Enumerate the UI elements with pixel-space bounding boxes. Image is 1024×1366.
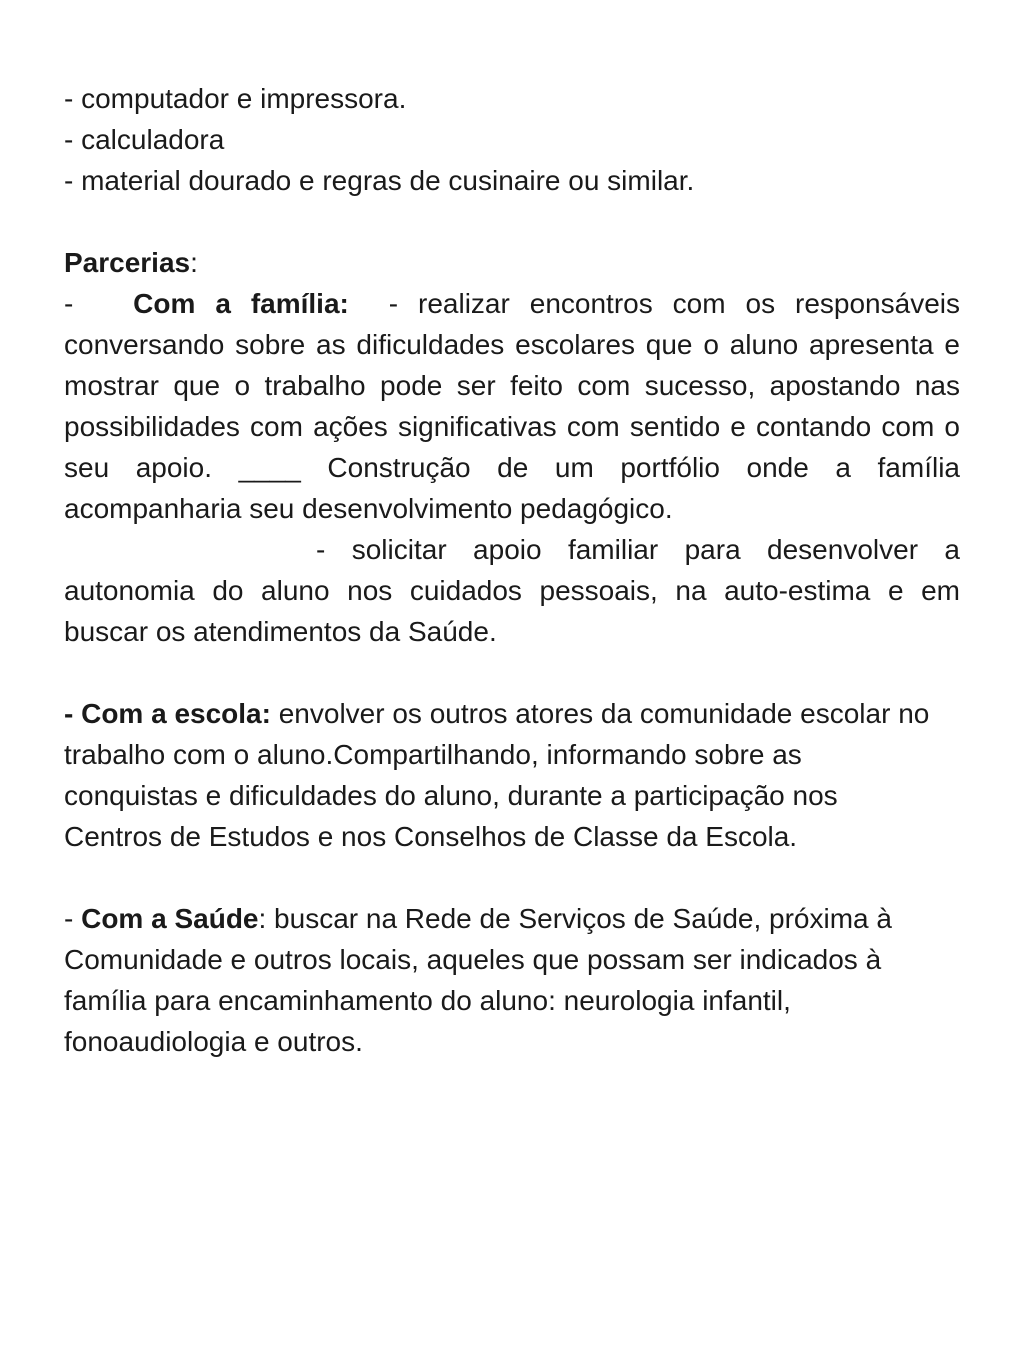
material-item-calculator: - calculadora [64, 124, 225, 155]
paragraph-saude [64, 898, 960, 1062]
escola-label: - Com a escola: [64, 698, 271, 729]
saude-text: : buscar na Rede de Serviços de Saúde, próxima à Comunidade e outros locais, aqueles que possam ser indicados à família para encaminhamento do aluno: neurologia infantil, fonoaudiologia e outros. [64, 903, 892, 1057]
saude-label: Com a Saúde [81, 903, 259, 934]
familia-text-1: - realizar encontros com os responsáveis conversando sobre as dificuldades escolares que o aluno apresenta e mostrar que o trabalho pode ser feito com sucesso, apostando nas possibilidades com ações significativas com sentido e contando com o seu apoio. ____ Construção de um portfólio onde a família acompanharia seu desenvolvimento pedagógico. [64, 288, 960, 524]
spacer [64, 857, 960, 898]
spacer [64, 652, 960, 693]
material-item-computer: - computador e impressora. [64, 83, 407, 114]
paragraph-escola [64, 693, 960, 857]
spacer [64, 201, 960, 242]
paragraph-familia [64, 283, 960, 529]
material-item-golden-material: - material dourado e regras de cusinaire ou similar. [64, 165, 695, 196]
parcerias-heading-colon: : [190, 247, 198, 278]
parcerias-heading-label: Parcerias [64, 247, 191, 278]
familia-text-2: - solicitar apoio familiar para desenvolver a autonomia do aluno nos cuidados pessoais, na auto-estima e em buscar os atendimentos da Saúde. [64, 534, 960, 647]
familia-label: Com a família: [133, 288, 349, 319]
escola-text: envolver os outros atores da comunidade escolar no trabalho com o aluno.Compartilhando, informando sobre as conquistas e dificuldades do aluno, durante a participação nos Centros de Estudos e nos Conselhos de Classe da Escola. [64, 698, 930, 852]
saude-prefix: - [64, 903, 82, 934]
parcerias-heading [64, 242, 960, 283]
familia-prefix: - [64, 288, 74, 319]
document-page [64, 78, 960, 1062]
paragraph-familia-2 [64, 529, 960, 652]
